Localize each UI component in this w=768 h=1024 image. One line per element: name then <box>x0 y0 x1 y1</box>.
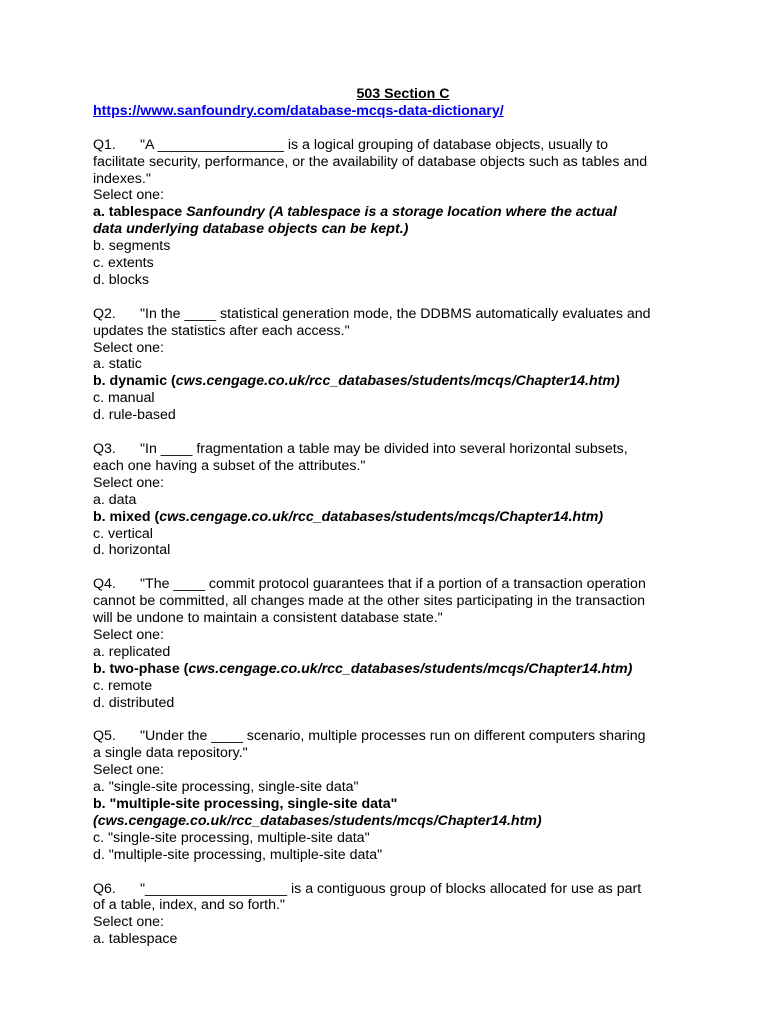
answer-label: b. two-phase ( <box>93 660 189 677</box>
select-one-label: Select one: <box>93 187 164 204</box>
question-number: Q2. <box>93 305 116 322</box>
option: a. static <box>93 356 142 373</box>
option: c. extents <box>93 255 154 272</box>
question-1 <box>93 137 713 289</box>
question-text: facilitate security, performance, or the availability of database objects such as tables and <box>93 153 648 170</box>
answer-reference: cws.cengage.co.uk/rcc_databases/students/mcqs/Chapter14.htm) <box>159 508 604 525</box>
option: a. tablespace <box>93 931 178 948</box>
answer-note: data underlying database objects can be kept.) <box>93 221 409 238</box>
answer-note: Sanfoundry (A tablespace is a storage location where the actual <box>186 204 617 221</box>
question-text: cannot be committed, all changes made at the other sites participating in the transaction <box>93 593 646 610</box>
answer-label: b. mixed ( <box>93 508 160 525</box>
select-one-label: Select one: <box>93 626 164 643</box>
question-2 <box>93 306 713 424</box>
question-6 <box>93 881 713 949</box>
question-text: each one having a subset of the attributes." <box>93 457 366 474</box>
question-3 <box>93 441 713 559</box>
question-number: Q3. <box>93 440 116 457</box>
option: a. data <box>93 491 137 508</box>
question-4 <box>93 576 713 711</box>
question-number: Q1. <box>93 136 116 153</box>
option: a. "single-site processing, single-site data" <box>93 779 359 796</box>
answer-label: a. tablespace <box>93 204 183 221</box>
question-number: Q4. <box>93 576 116 593</box>
answer-reference: cws.cengage.co.uk/rcc_databases/students/mcqs/Chapter14.htm) <box>175 373 620 390</box>
document-title: 503 Section C <box>356 86 450 102</box>
answer-label: b. dynamic ( <box>93 373 176 390</box>
select-one-label: Select one: <box>93 914 164 931</box>
option: c. manual <box>93 390 155 407</box>
question-text: "In ____ fragmentation a table may be divided into several horizontal subsets, <box>140 440 628 457</box>
question-text: "Under the ____ scenario, multiple processes run on different computers sharing <box>140 728 646 745</box>
question-text: "A ________________ is a logical grouping of database objects, usually to <box>140 136 609 153</box>
question-number: Q5. <box>93 728 116 745</box>
option: d. horizontal <box>93 542 171 559</box>
question-5 <box>93 728 713 863</box>
option: b. segments <box>93 238 171 255</box>
option: d. "multiple-site processing, multiple-site data" <box>93 846 383 863</box>
question-text: updates the statistics after each access." <box>93 322 350 339</box>
correct-answer <box>93 373 713 390</box>
question-text: will be undone to maintain a consistent database state." <box>93 610 443 627</box>
answer-reference: (cws.cengage.co.uk/rcc_databases/students/mcqs/Chapter14.htm) <box>93 812 542 829</box>
option: c. vertical <box>93 525 153 542</box>
question-text: a single data repository." <box>93 745 248 762</box>
select-one-label: Select one: <box>93 339 164 356</box>
source-link[interactable]: https://www.sanfoundry.com/database-mcqs-data-dictionary/ <box>93 102 504 119</box>
question-text: indexes." <box>93 170 151 187</box>
correct-answer: b. "multiple-site processing, single-site data" <box>93 795 398 812</box>
question-number: Q6. <box>93 880 116 897</box>
question-text: of a table, index, and so forth." <box>93 897 285 914</box>
option: c. "single-site processing, multiple-site data" <box>93 829 370 846</box>
question-text: "In the ____ statistical generation mode, the DDBMS automatically evaluates and <box>140 305 651 322</box>
correct-answer <box>93 509 713 526</box>
correct-answer <box>93 204 713 221</box>
document-page <box>93 86 713 948</box>
option: d. distributed <box>93 694 175 711</box>
option: c. remote <box>93 677 153 694</box>
question-text: "The ____ commit protocol guarantees that if a portion of a transaction operation <box>140 576 646 593</box>
question-text: "__________________ is a contiguous group of blocks allocated for use as part <box>140 880 642 897</box>
option: d. rule-based <box>93 407 176 424</box>
correct-answer <box>93 661 713 678</box>
option: a. replicated <box>93 643 171 660</box>
select-one-label: Select one: <box>93 474 164 491</box>
option: d. blocks <box>93 271 149 288</box>
select-one-label: Select one: <box>93 762 164 779</box>
answer-reference: cws.cengage.co.uk/rcc_databases/students/mcqs/Chapter14.htm) <box>188 660 633 677</box>
